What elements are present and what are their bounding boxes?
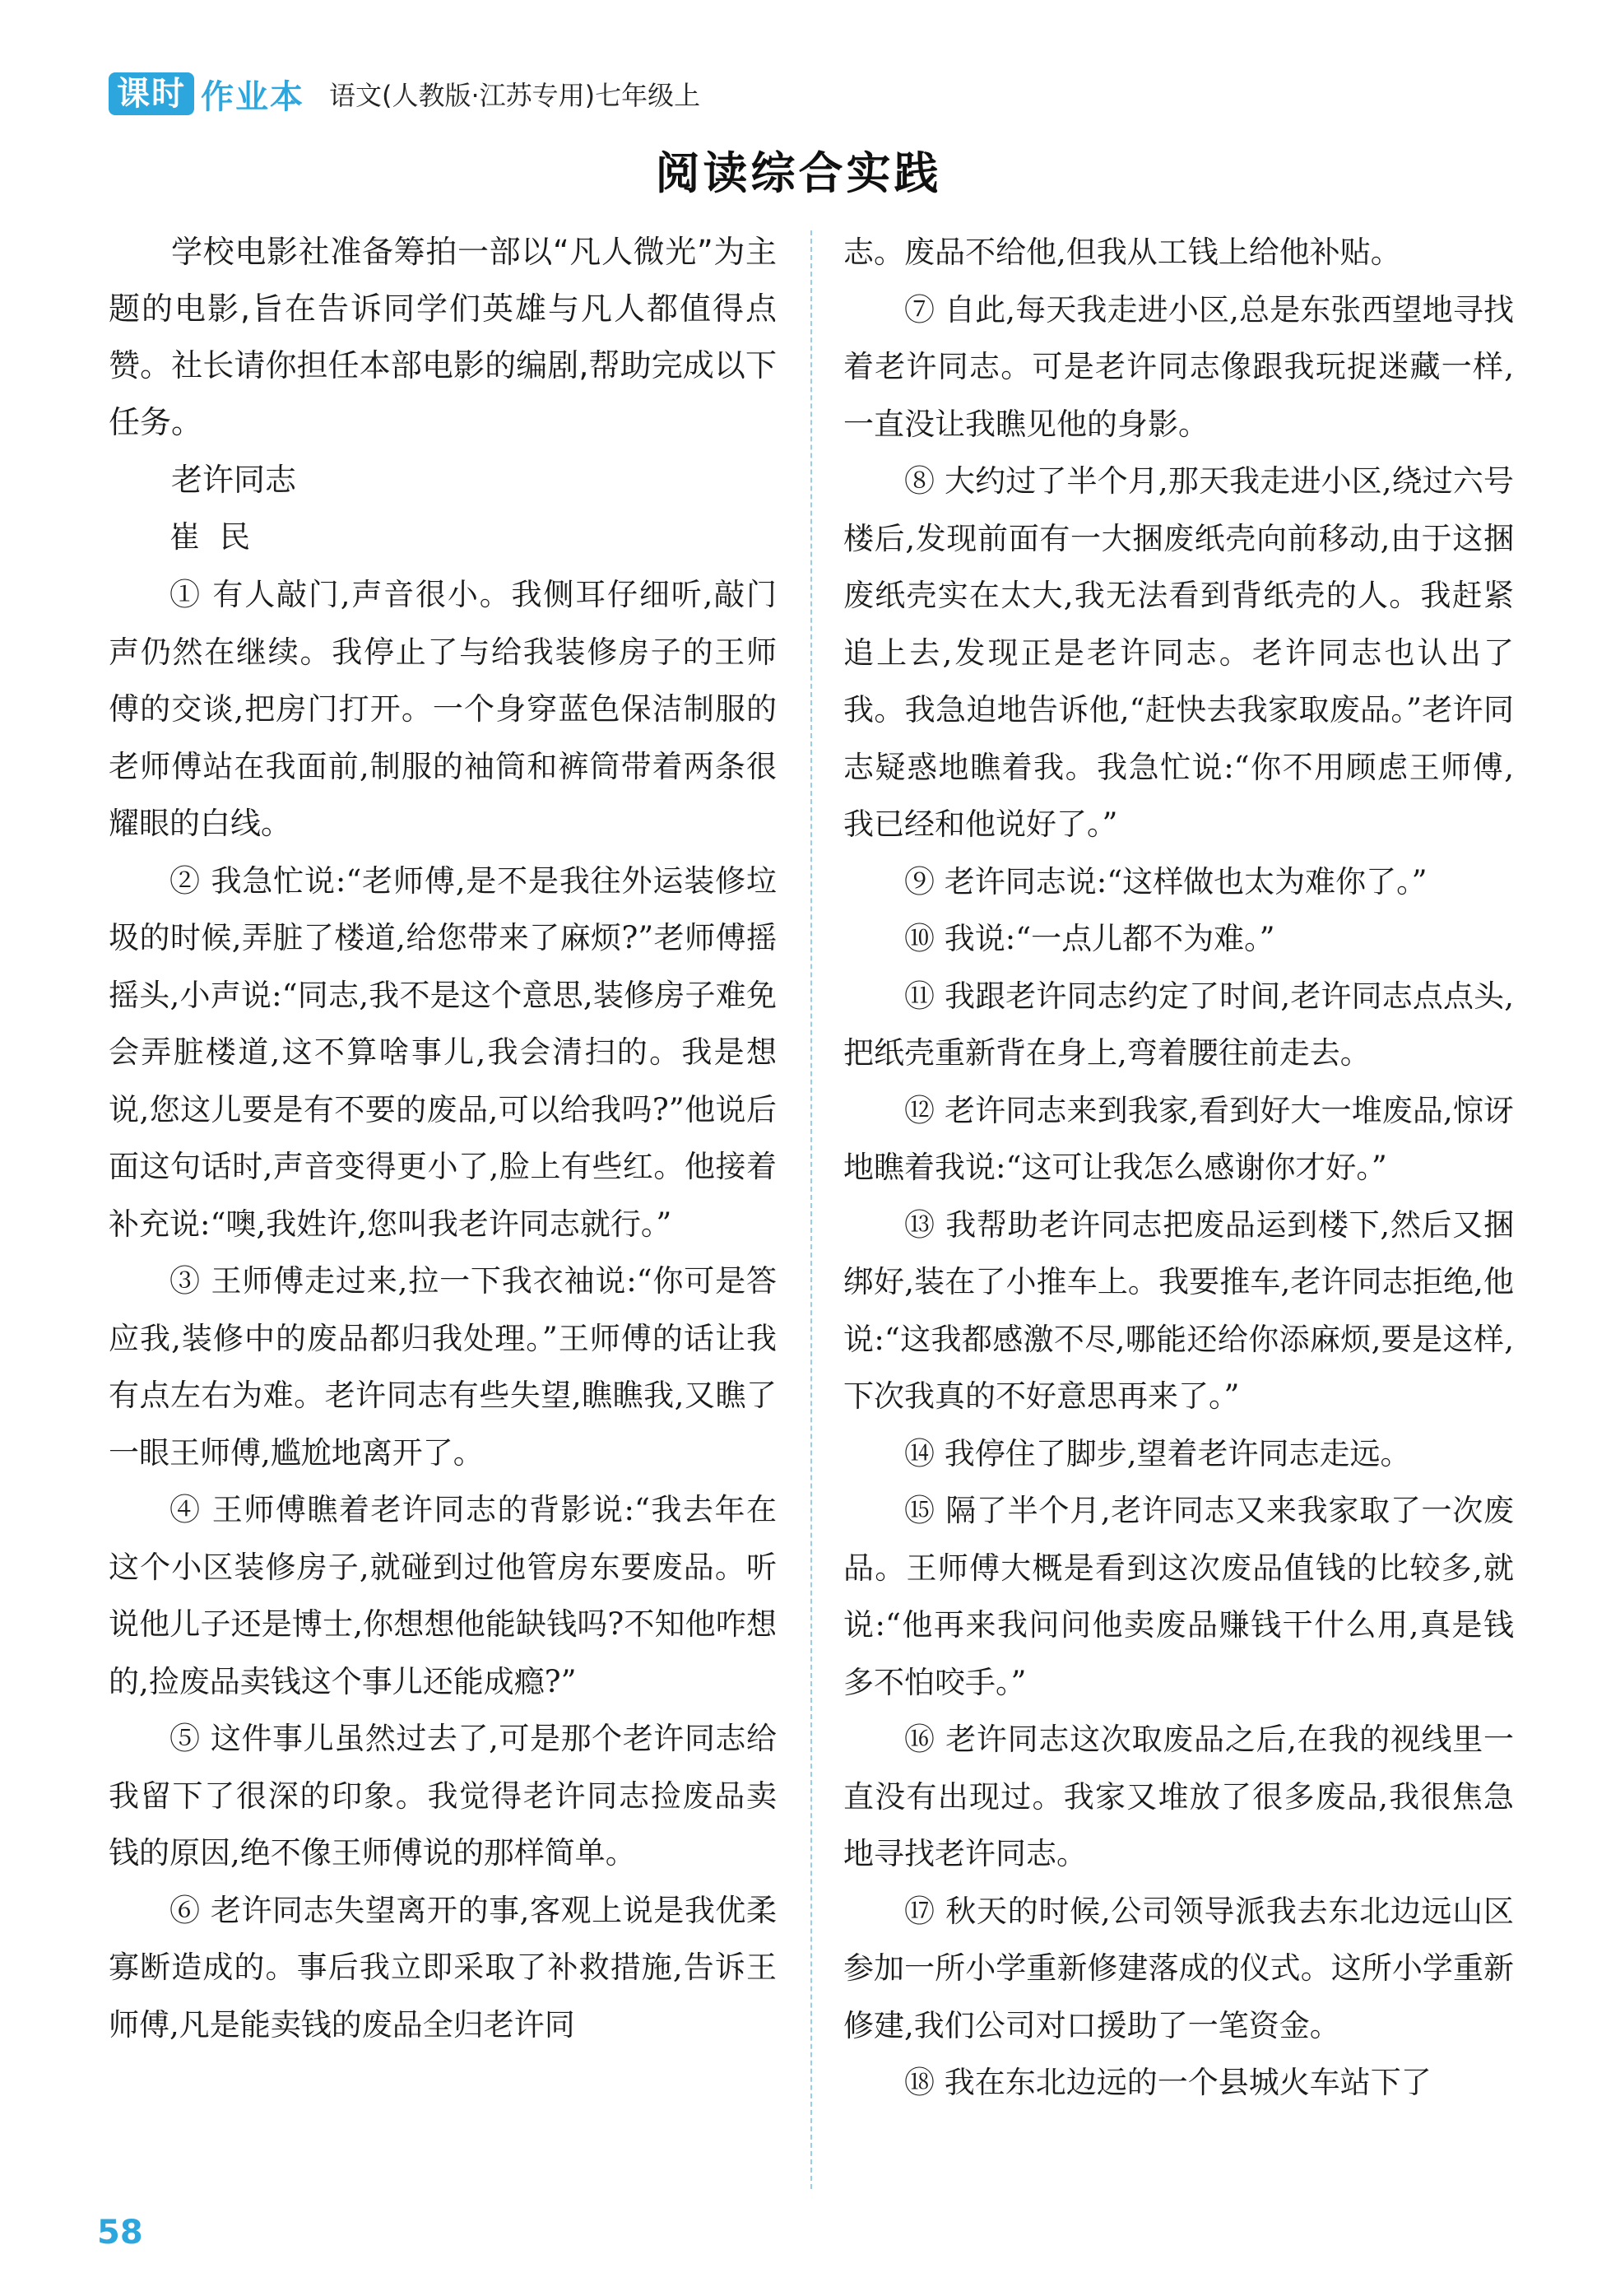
brand-logo-box: 课时 — [109, 72, 194, 115]
paragraph-8: ⑧ 大约过了半个月,那天我走进小区,绕过六号楼后,发现前面有一大捆废纸壳向前移动,由于这捆废纸壳实在太大,我无法看到背纸壳的人。我赶紧追上去,发现正是老许同志。老许同志也认出了我。我急迫地告诉他,“赶快去我家取废品。”老许同志疑惑地瞧着我。我急忙说:“你不用顾虑王师傅,我已经和他说好了。” — [843, 463, 1514, 842]
story-title: 老许同志 — [171, 462, 297, 498]
story-author: 崔民 — [169, 519, 270, 555]
paragraph-17: ⑰ 秋天的时候,公司领导派我去东北边远山区参加一所小学重新修建落成的仪式。这所小学重新修建,我们公司对口援助了一笔资金。 — [843, 1893, 1514, 2043]
paragraph-2: ② 我急忙说:“老师傅,是不是我往外运装修垃圾的时候,弄脏了楼道,给您带来了麻烦?”老师傅摇摇头,小声说:“同志,我不是这个意思,装修房子难免会弄脏楼道,这不算啥事儿,我会清扫的。我是想说,您这儿要是有不要的废品,可以给我吗?”他说后面这句话时,声音变得更小了,脸上有些红。他接着补充说:“噢,我姓许,您叫我老许同志就行。” — [109, 862, 777, 1242]
paragraph-4: ④ 王师傅瞧着老许同志的背影说:“我去年在这个小区装修房子,就碰到过他管房东要废品。听说他儿子还是博士,你想想他能缺钱吗?不知他咋想的,捡废品卖钱这个事儿还能成瘾?” — [109, 1492, 777, 1699]
left-column — [109, 224, 777, 2053]
page-title: 阅读综合实践 — [655, 147, 942, 199]
page-number: 58 — [97, 2214, 143, 2252]
paragraph-18: ⑱ 我在东北边远的一个县城火车站下了 — [904, 2065, 1432, 2100]
paragraph-6-continued: 志。废品不给他,但我从工钱上给他补贴。 — [843, 235, 1401, 270]
subject-label: 语文(人教版·江苏专用)七年级上 — [329, 80, 701, 111]
paragraph-6: ⑥ 老许同志失望离开的事,客观上说是我优柔寡断造成的。事后我立即采取了补救措施,告诉王师傅,凡是能卖钱的废品全归老许同 — [109, 1892, 777, 2043]
right-column — [843, 224, 1514, 2112]
paragraph-1: ① 有人敲门,声音很小。我侧耳仔细听,敲门声仍然在继续。我停止了与给我装修房子的王师傅的交谈,把房门打开。一个身穿蓝色保洁制服的老师傅站在我面前,制服的袖筒和裤筒带着两条很耀眼的白线。 — [109, 577, 777, 841]
paragraph-5: ⑤ 这件事儿虽然过去了,可是那个老许同志给我留下了很深的印象。我觉得老许同志捡废品卖钱的原因,绝不像王师傅说的那样简单。 — [109, 1721, 777, 1871]
paragraph-7: ⑦ 自此,每天我走进小区,总是东张西望地寻找着老许同志。可是老许同志像跟我玩捉迷藏一样,一直没让我瞧见他的身影。 — [843, 291, 1514, 442]
intro-paragraph: 学校电影社准备筹拍一部以“凡人微光”为主题的电影,旨在告诉同学们英雄与凡人都值得点赞。社长请你担任本部电影的编剧,帮助完成以下任务。 — [109, 234, 777, 440]
column-divider — [810, 230, 812, 2189]
paragraph-12: ⑫ 老许同志来到我家,看到好大一堆废品,惊讶地瞧着我说:“这可让我怎么感谢你才好。” — [843, 1092, 1514, 1185]
paragraph-13: ⑬ 我帮助老许同志把废品运到楼下,然后又捆绑好,装在了小推车上。我要推车,老许同志拒绝,他说:“这我都感激不尽,哪能还给你添麻烦,要是这样,下次我真的不好意思再来了。” — [843, 1206, 1514, 1414]
paragraph-11: ⑪ 我跟老许同志约定了时间,老许同志点点头,把纸壳重新背在身上,弯着腰往前走去。 — [843, 978, 1514, 1071]
brand-name: 作业本 — [201, 77, 304, 116]
paragraph-10: ⑩ 我说:“一点儿都不为难。” — [904, 921, 1275, 956]
paragraph-16: ⑯ 老许同志这次取废品之后,在我的视线里一直没有出现过。我家又堆放了很多废品,我很焦急地寻找老许同志。 — [843, 1722, 1514, 1871]
paragraph-14: ⑭ 我停住了脚步,望着老许同志走远。 — [904, 1435, 1411, 1471]
page-header — [109, 71, 700, 117]
paragraph-9: ⑨ 老许同志说:“这样做也太为难你了。” — [904, 863, 1428, 899]
paragraph-3: ③ 王师傅走过来,拉一下我衣袖说:“你可是答应我,装修中的废品都归我处理。”王师傅的话让我有点左右为难。老许同志有些失望,瞧瞧我,又瞧了一眼王师傅,尴尬地离开了。 — [109, 1263, 777, 1471]
paragraph-15: ⑮ 隔了半个月,老许同志又来我家取了一次废品。王师傅大概是看到这次废品值钱的比较多,就说:“他再来我问问他卖废品赚钱干什么用,真是钱多不怕咬手。” — [843, 1493, 1514, 1700]
